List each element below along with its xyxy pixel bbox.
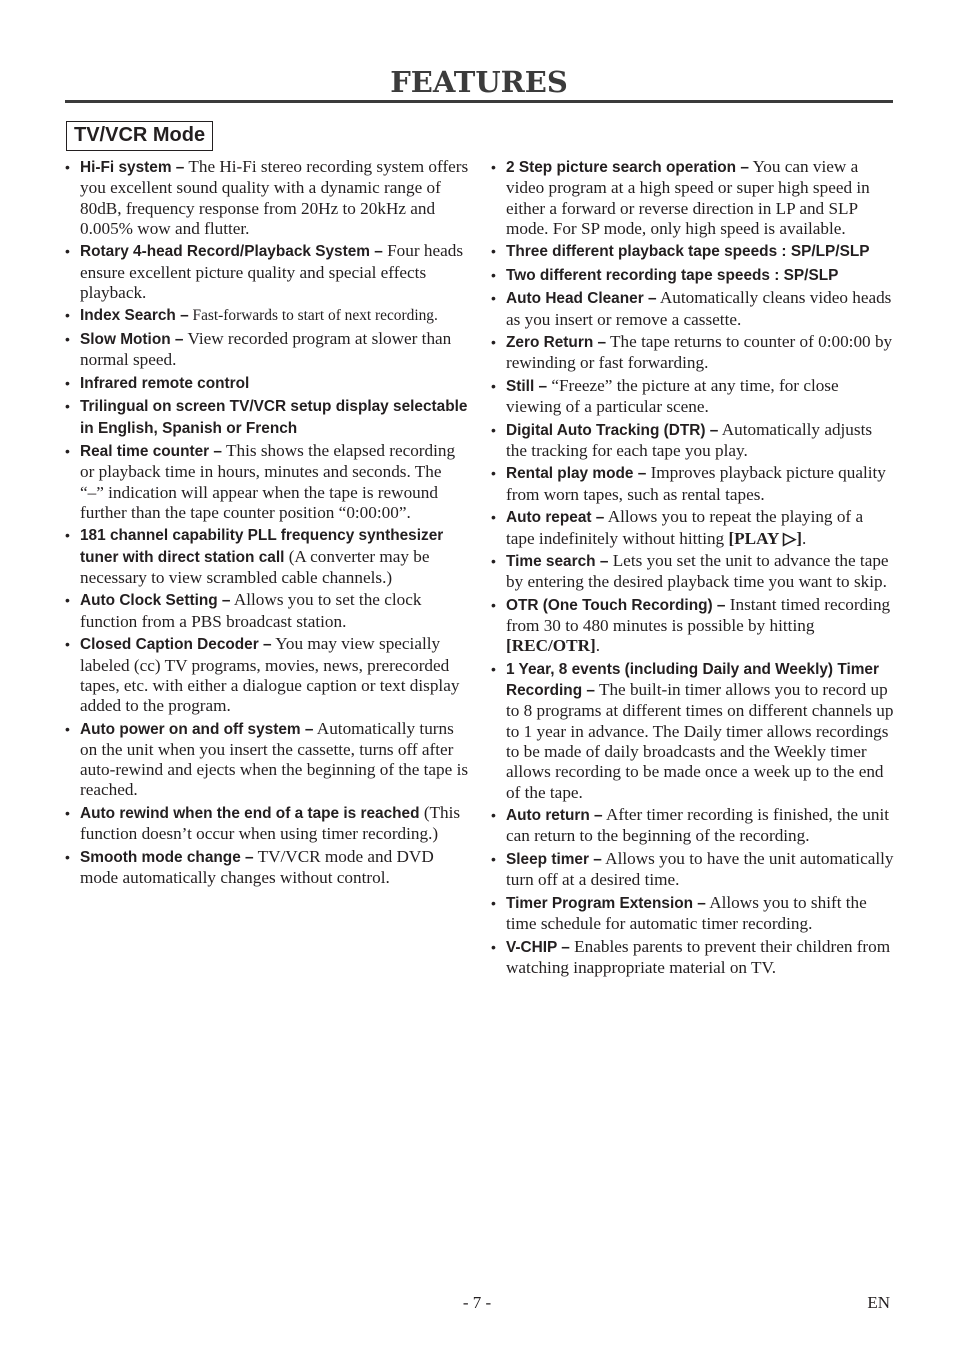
feature-item bbox=[65, 441, 469, 523]
feature-item bbox=[491, 265, 895, 286]
feature-item bbox=[491, 420, 895, 462]
feature-item bbox=[491, 241, 895, 262]
section-title: TV/VCR Mode bbox=[66, 121, 213, 151]
feature-label: Digital Auto Tracking (DTR) – bbox=[506, 421, 719, 439]
feature-text: After timer recording is finished, the unit can return to the beginning of the recording. bbox=[506, 805, 890, 846]
feature-text: Automatically turns on the unit when you insert the cassette, turns off after auto-rewind and ejects when the beginning of the tape is reached. bbox=[80, 718, 469, 800]
feature-text: (A converter may be necessary to view scrambled cable channels.) bbox=[80, 546, 430, 587]
feature-list-right bbox=[491, 157, 895, 980]
feature-label: V-CHIP – bbox=[506, 938, 570, 956]
feature-text: Automatically cleans video heads as you insert or remove a cassette. bbox=[506, 288, 892, 329]
feature-item bbox=[491, 595, 895, 657]
feature-item bbox=[65, 305, 469, 326]
page-number: - 7 - bbox=[462, 1293, 492, 1312]
feature-label: Hi-Fi system – bbox=[80, 159, 185, 176]
feature-text-end: . bbox=[802, 528, 807, 548]
feature-label: Rotary 4-head Record/Playback System – bbox=[80, 243, 383, 261]
feature-text: Lets you set the unit to advance the tape by entering the desired playback time you want to skip. bbox=[506, 551, 889, 592]
feature-label: Auto Head Cleaner – bbox=[506, 290, 657, 308]
feature-text: The tape returns to counter of 0:00:00 by rewinding or fast forwarding. bbox=[506, 332, 893, 373]
feature-item bbox=[65, 396, 469, 439]
feature-item bbox=[491, 805, 895, 847]
feature-text: Improves playback picture quality from worn tapes, such as rental tapes. bbox=[506, 463, 886, 504]
feature-label: Auto rewind when the end of a tape is reached bbox=[80, 804, 420, 822]
feature-text: Automatically adjusts the tracking for each tape you play. bbox=[506, 419, 873, 460]
feature-label: Auto repeat – bbox=[506, 509, 605, 527]
feature-label: Auto Clock Setting – bbox=[80, 592, 231, 610]
rec-otr-button-reference: [REC/OTR] bbox=[506, 636, 596, 656]
feature-label: Still – bbox=[506, 377, 548, 395]
feature-label: Timer Program Extension – bbox=[506, 894, 706, 912]
feature-label: Sleep timer – bbox=[506, 850, 602, 868]
feature-item bbox=[491, 659, 895, 803]
feature-label: Smooth mode change – bbox=[80, 848, 254, 866]
feature-label: Index Search – bbox=[80, 307, 189, 325]
feature-label: 2 Step picture search operation – bbox=[506, 159, 749, 176]
feature-text: The built-in timer allows you to record up to 8 programs at different times on different channels up to 1 year in advance. The Daily timer allows recordings to be made of daily broadcasts and the Weekly timer allows recording to be made once a week up to the end of the tape. bbox=[506, 680, 894, 802]
feature-label: Two different recording tape speeds : SP/SLP bbox=[506, 266, 839, 284]
feature-item bbox=[491, 893, 895, 935]
feature-item bbox=[65, 157, 469, 239]
feature-item bbox=[65, 525, 469, 588]
feature-item bbox=[491, 551, 895, 593]
feature-list-left bbox=[65, 157, 469, 891]
feature-text: “Freeze” the picture at any time, for close viewing of a particular scene. bbox=[506, 375, 839, 417]
feature-text: Allows you to repeat the playing of a tape indefinitely without hitting bbox=[506, 507, 864, 548]
page-title: FEATURES bbox=[390, 65, 568, 99]
feature-label: Slow Motion – bbox=[80, 330, 184, 348]
feature-item bbox=[65, 241, 469, 303]
feature-text: Instant timed recording from 30 to 480 minutes is possible by hitting bbox=[506, 594, 891, 636]
feature-item bbox=[65, 329, 469, 371]
feature-label: OTR (One Touch Recording) – bbox=[506, 596, 726, 614]
feature-label: Rental play mode – bbox=[506, 465, 647, 483]
feature-label: Three different playback tape speeds : SP/LP/SLP bbox=[506, 243, 870, 261]
feature-label: Trilingual on screen TV/VCR setup display selectable in English, Spanish or French bbox=[80, 398, 468, 437]
feature-item bbox=[65, 590, 469, 632]
feature-item bbox=[491, 937, 895, 979]
feature-text: (This function doesn’t occur when using timer recording.) bbox=[80, 802, 461, 844]
feature-label: 181 channel capability PLL frequency synthesizer tuner with direct station call bbox=[80, 527, 444, 566]
feature-text: The Hi-Fi stereo recording system offers you excellent sound quality with a dynamic range of 80dB, frequency response from 20Hz to 20kHz and 0.005% wow and flutter. bbox=[80, 157, 469, 238]
feature-item bbox=[65, 847, 469, 889]
feature-item bbox=[491, 507, 895, 549]
feature-label: 1 Year, 8 events (including Daily and Weekly) Timer Recording – bbox=[506, 660, 879, 700]
feature-text: Fast-forwards to start of next recording. bbox=[188, 307, 438, 325]
title-rule bbox=[65, 100, 893, 103]
feature-item bbox=[65, 634, 469, 716]
feature-item bbox=[491, 332, 895, 374]
feature-text: Allows you to set the clock function from a PBS broadcast station. bbox=[80, 590, 422, 631]
feature-item bbox=[65, 719, 469, 801]
feature-item bbox=[491, 463, 895, 505]
feature-label: Auto return – bbox=[506, 807, 603, 825]
feature-text: Allows you to have the unit automatically turn off at a desired time. bbox=[506, 848, 894, 890]
feature-text: TV/VCR mode and DVD mode automatically changes without control. bbox=[80, 846, 434, 888]
feature-text: Allows you to shift the time schedule for automatic timer recording. bbox=[506, 892, 867, 934]
feature-text: View recorded program at slower than normal speed. bbox=[80, 328, 452, 370]
feature-item bbox=[491, 157, 895, 239]
feature-label: Time search – bbox=[506, 553, 609, 571]
feature-label: Infrared remote control bbox=[80, 374, 250, 392]
feature-item bbox=[491, 849, 895, 891]
feature-item bbox=[491, 376, 895, 418]
feature-text: This shows the elapsed recording or playback time in hours, minutes and seconds. The “–” indication will appear when the tape is rewound further than the tape counter position “0:00:00”. bbox=[80, 440, 456, 522]
feature-item bbox=[65, 373, 469, 394]
feature-text: Enables parents to prevent their children from watching inappropriate material on TV. bbox=[506, 936, 891, 977]
feature-label: Closed Caption Decoder – bbox=[80, 636, 272, 654]
feature-label: Zero Return – bbox=[506, 334, 607, 352]
feature-label: Real time counter – bbox=[80, 442, 222, 460]
play-button-reference: [PLAY ▷] bbox=[728, 528, 802, 548]
feature-item bbox=[491, 288, 895, 330]
feature-item bbox=[65, 803, 469, 845]
feature-text: Four heads ensure excellent picture quality and special effects playback. bbox=[80, 241, 464, 302]
feature-text-end: . bbox=[595, 636, 601, 656]
feature-label: Auto power on and off system – bbox=[80, 720, 314, 738]
feature-text: You may view specially labeled (cc) TV programs, movies, news, prerecorded tapes, etc. with either a dialogue caption or text display added to the program. bbox=[80, 634, 460, 716]
feature-text: You can view a video program at a high speed or super high speed in either a forward or reverse direction in LP and SLP mode. For SP mode, only high speed is available. bbox=[506, 157, 870, 238]
language-code: EN bbox=[867, 1293, 890, 1312]
